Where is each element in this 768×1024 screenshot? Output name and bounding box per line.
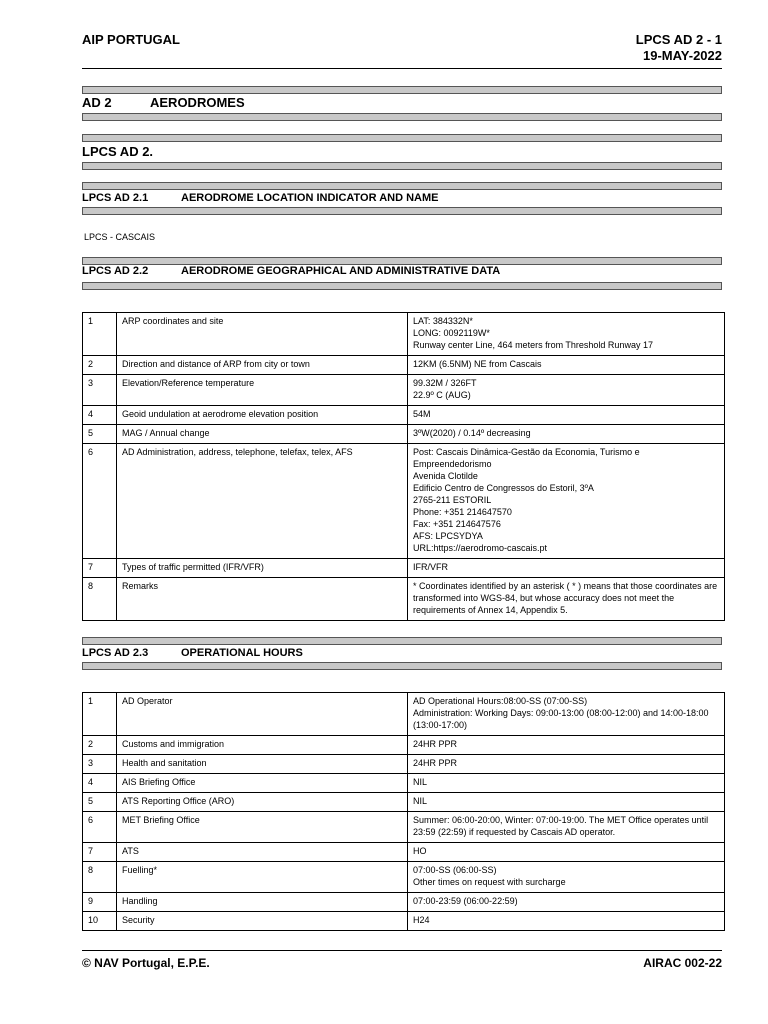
row-number: 1 bbox=[83, 313, 117, 356]
row-value: HO bbox=[408, 843, 725, 862]
row-number: 2 bbox=[83, 356, 117, 375]
row-number: 8 bbox=[83, 862, 117, 893]
row-value: NIL bbox=[408, 793, 725, 812]
sec22-heading bbox=[82, 265, 500, 277]
row-number: 6 bbox=[83, 812, 117, 843]
header-left: AIP PORTUGAL bbox=[82, 32, 180, 47]
table-row bbox=[83, 356, 725, 375]
row-label: AD Operator bbox=[117, 693, 408, 736]
table-row bbox=[83, 425, 725, 444]
row-value: 24HR PPR bbox=[408, 755, 725, 774]
row-label: Types of traffic permitted (IFR/VFR) bbox=[117, 559, 408, 578]
lpcs-heading: LPCS AD 2. bbox=[82, 144, 154, 159]
table-row bbox=[83, 406, 725, 425]
row-label: AIS Briefing Office bbox=[117, 774, 408, 793]
section-bar-top bbox=[82, 86, 722, 94]
row-label: Security bbox=[117, 912, 408, 931]
row-number: 3 bbox=[83, 375, 117, 406]
row-value: NIL bbox=[408, 774, 725, 793]
row-number: 1 bbox=[83, 693, 117, 736]
row-value: H24 bbox=[408, 912, 725, 931]
table-row bbox=[83, 736, 725, 755]
section-bar-top bbox=[82, 637, 722, 645]
table-row bbox=[83, 774, 725, 793]
row-number: 10 bbox=[83, 912, 117, 931]
section-bar-bottom bbox=[82, 662, 722, 670]
row-label: Health and sanitation bbox=[117, 755, 408, 774]
table-row bbox=[83, 755, 725, 774]
table-row bbox=[83, 843, 725, 862]
row-value: 07:00-SS (06:00-SS) Other times on request with surcharge bbox=[408, 862, 725, 893]
row-label: Handling bbox=[117, 893, 408, 912]
sec21-heading bbox=[82, 192, 438, 204]
row-value: 54M bbox=[408, 406, 725, 425]
table-row bbox=[83, 812, 725, 843]
row-label: Direction and distance of ARP from city or town bbox=[117, 356, 408, 375]
row-number: 2 bbox=[83, 736, 117, 755]
row-value: 99.32M / 326FT 22.9º C (AUG) bbox=[408, 375, 725, 406]
section-bar-top bbox=[82, 182, 722, 190]
row-label: MAG / Annual change bbox=[117, 425, 408, 444]
sec21-title: AERODROME LOCATION INDICATOR AND NAME bbox=[181, 192, 439, 204]
row-label: Remarks bbox=[117, 578, 408, 621]
header-rule bbox=[82, 68, 722, 69]
row-label: ATS Reporting Office (ARO) bbox=[117, 793, 408, 812]
ad2-heading bbox=[82, 95, 245, 110]
table-row bbox=[83, 912, 725, 931]
row-label: AD Administration, address, telephone, telefax, telex, AFS bbox=[117, 444, 408, 559]
row-number: 7 bbox=[83, 843, 117, 862]
ad2-number: AD 2 bbox=[82, 95, 112, 110]
row-number: 6 bbox=[83, 444, 117, 559]
row-value: 3ºW(2020) / 0.14º decreasing bbox=[408, 425, 725, 444]
header-right bbox=[636, 32, 722, 64]
row-number: 5 bbox=[83, 793, 117, 812]
row-number: 7 bbox=[83, 559, 117, 578]
ad2-title: AERODROMES bbox=[150, 95, 245, 110]
operational-hours-table bbox=[82, 692, 725, 931]
table-row bbox=[83, 444, 725, 559]
sec23-heading bbox=[82, 647, 303, 659]
page-date: 19-MAY-2022 bbox=[642, 48, 722, 63]
row-number: 5 bbox=[83, 425, 117, 444]
row-value: Summer: 06:00-20:00, Winter: 07:00-19:00. The MET Office operates until 23:59 (22:59) if requested by Cascais AD operator. bbox=[408, 812, 725, 843]
table-row bbox=[83, 578, 725, 621]
sec23-title: OPERATIONAL HOURS bbox=[181, 647, 303, 659]
row-value: 07:00-23:59 (06:00-22:59) bbox=[408, 893, 725, 912]
row-value: * Coordinates identified by an asterisk ( * ) means that those coordinates are transformed into WGS-84, but whose accuracy does not meet the requirements of Annex 14, Appendix 5. bbox=[408, 578, 725, 621]
row-number: 3 bbox=[83, 755, 117, 774]
row-value: IFR/VFR bbox=[408, 559, 725, 578]
sec22-number: LPCS AD 2.2 bbox=[82, 265, 149, 277]
section-bar-top bbox=[82, 257, 722, 265]
row-label: ATS bbox=[117, 843, 408, 862]
row-label: Elevation/Reference temperature bbox=[117, 375, 408, 406]
row-value: AD Operational Hours:08:00-SS (07:00-SS) Administration: Working Days: 09:00-13:00 (08:00-12:00) and 14:00-18:00 (13:00-17:00) bbox=[408, 693, 725, 736]
footer-copyright: © NAV Portugal, E.P.E. bbox=[82, 956, 210, 970]
section-bar-bottom bbox=[82, 207, 722, 215]
row-number: 4 bbox=[83, 774, 117, 793]
row-label: MET Briefing Office bbox=[117, 812, 408, 843]
row-number: 9 bbox=[83, 893, 117, 912]
geo-admin-table bbox=[82, 312, 725, 621]
footer-rule bbox=[82, 950, 722, 951]
row-value: Post: Cascais Dinâmica-Gestão da Economia, Turismo e Empreendedorismo Avenida Clotilde Edificio Centro de Congressos do Estoril, 3ºA 2765-211 ESTORIL Phone: +351 214647570 Fax: +351 214647576 AFS: LPCSYDYA URL:https://aerodromo-cascais.pt bbox=[408, 444, 725, 559]
sec23-number: LPCS AD 2.3 bbox=[82, 647, 149, 659]
section-bar-bottom bbox=[82, 113, 722, 121]
row-label: ARP coordinates and site bbox=[117, 313, 408, 356]
table-row bbox=[83, 693, 725, 736]
table-row bbox=[83, 313, 725, 356]
section-bar-top bbox=[82, 134, 722, 142]
row-label: Fuelling* bbox=[117, 862, 408, 893]
row-label: Geoid undulation at aerodrome elevation position bbox=[117, 406, 408, 425]
row-value: 12KM (6.5NM) NE from Cascais bbox=[408, 356, 725, 375]
row-number: 8 bbox=[83, 578, 117, 621]
sec22-title: AERODROME GEOGRAPHICAL AND ADMINISTRATIVE DATA bbox=[181, 265, 501, 277]
table-row bbox=[83, 862, 725, 893]
row-value: 24HR PPR bbox=[408, 736, 725, 755]
row-number: 4 bbox=[83, 406, 117, 425]
footer-airac: AIRAC 002-22 bbox=[643, 956, 722, 970]
table-row bbox=[83, 375, 725, 406]
table-row bbox=[83, 793, 725, 812]
row-value: LAT: 384332N* LONG: 0092119W* Runway center Line, 464 meters from Threshold Runway 17 bbox=[408, 313, 725, 356]
location-name: LPCS - CASCAIS bbox=[84, 232, 156, 242]
sec21-number: LPCS AD 2.1 bbox=[82, 192, 149, 204]
table-row bbox=[83, 559, 725, 578]
page-number: LPCS AD 2 - 1 bbox=[635, 32, 722, 47]
row-label: Customs and immigration bbox=[117, 736, 408, 755]
section-bar-bottom bbox=[82, 282, 722, 290]
section-bar-bottom bbox=[82, 162, 722, 170]
table-row bbox=[83, 893, 725, 912]
